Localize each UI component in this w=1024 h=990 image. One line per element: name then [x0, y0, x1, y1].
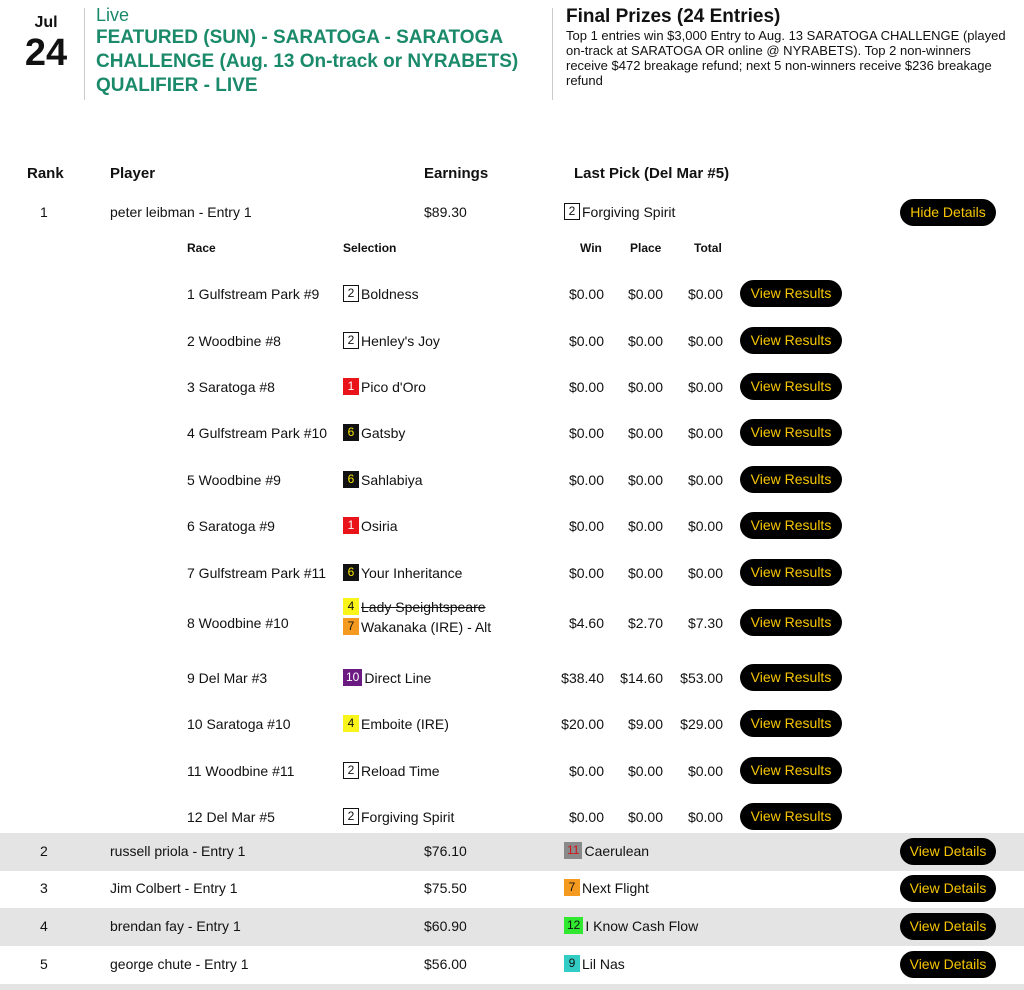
race-row: [0, 660, 1024, 690]
selection: [343, 424, 405, 441]
date-month: Jul: [34, 14, 58, 31]
leaderboard-row: [0, 870, 1024, 908]
selection: [343, 471, 423, 488]
place-amount: $0.00: [627, 565, 663, 581]
player-name: brendan fay - Entry 1: [110, 918, 241, 934]
hide-details-button[interactable]: Hide Details: [900, 199, 996, 226]
horse-name: Pico d'Oro: [361, 378, 426, 395]
selection-line: [343, 424, 405, 441]
race-row: [0, 508, 1024, 538]
win-amount: $0.00: [568, 809, 604, 825]
horse-name: Lady Speightspeare: [361, 598, 486, 615]
rank-value: 5: [40, 956, 48, 972]
place-amount: $0.00: [627, 333, 663, 349]
place-amount: $0.00: [627, 425, 663, 441]
view-details-button[interactable]: View Details: [900, 838, 996, 865]
post-position-badge: 2: [343, 285, 359, 302]
win-amount: $0.00: [568, 379, 604, 395]
race-row: [0, 369, 1024, 399]
post-position-badge: 1: [343, 378, 359, 395]
divider: [552, 8, 553, 100]
horse-name: Your Inheritance: [361, 564, 463, 581]
horse-name: Sahlabiya: [361, 471, 423, 488]
contest-title: FEATURED (SUN) - SARATOGA - SARATOGA CHALLENGE (Aug. 13 On-track or NYRABETS) QUALIFIER - LIVE: [96, 27, 519, 96]
race-name: 1 Gulfstream Park #9: [187, 286, 320, 302]
race-name: 2 Woodbine #8: [187, 333, 281, 349]
race-row: [0, 323, 1024, 353]
date-day: 24: [24, 32, 68, 74]
total-amount: $0.00: [687, 565, 723, 581]
race-name: 11 Woodbine #11: [187, 763, 295, 779]
race-name: 7 Gulfstream Park #11: [187, 565, 327, 581]
selection-line: [343, 669, 431, 686]
player-name: peter leibman - Entry 1: [110, 204, 252, 220]
view-details-button[interactable]: View Details: [900, 951, 996, 978]
selection-line: [343, 471, 423, 488]
earnings-value: $89.30: [424, 204, 467, 220]
col-last-pick-header: Last Pick (Del Mar #5): [574, 165, 730, 182]
sub-selection-header: Selection: [343, 241, 397, 255]
place-amount: $0.00: [627, 472, 663, 488]
horse-name: Forgiving Spirit: [582, 203, 676, 220]
place-amount: $0.00: [627, 518, 663, 534]
win-amount: $4.60: [568, 615, 604, 631]
selection-line: [343, 332, 440, 349]
divider: [84, 8, 85, 100]
total-amount: $0.00: [687, 809, 723, 825]
last-pick: [564, 842, 649, 859]
leaderboard-row: [0, 946, 1024, 984]
race-row: [0, 276, 1024, 306]
post-position-badge: 2: [343, 808, 359, 825]
race-name: 5 Woodbine #9: [187, 472, 281, 488]
selection: [343, 762, 440, 779]
selection-line: [343, 598, 491, 615]
post-position-badge: 6: [343, 564, 359, 581]
selection-line: [343, 517, 398, 534]
leaderboard-row-partial: [0, 984, 1024, 990]
view-results-button[interactable]: View Results: [740, 609, 842, 636]
view-results-button[interactable]: View Results: [740, 327, 842, 354]
total-amount: $0.00: [687, 472, 723, 488]
selection: [343, 715, 449, 732]
place-amount: $9.00: [627, 716, 663, 732]
earnings-value: $75.50: [424, 880, 467, 896]
player-name: russell priola - Entry 1: [110, 843, 246, 859]
race-name: 8 Woodbine #10: [187, 615, 289, 631]
selection-line: [343, 715, 449, 732]
sub-race-header: Race: [187, 241, 216, 255]
view-results-button[interactable]: View Results: [740, 757, 842, 784]
race-name: 10 Saratoga #10: [187, 716, 291, 732]
race-name: 12 Del Mar #5: [187, 809, 275, 825]
view-results-button[interactable]: View Results: [740, 419, 842, 446]
post-position-badge: 10: [343, 669, 362, 686]
race-name: 9 Del Mar #3: [187, 670, 268, 686]
leaderboard-row: [0, 908, 1024, 946]
selection: [343, 669, 431, 686]
place-amount: $0.00: [627, 763, 663, 779]
post-position-badge: 1: [343, 517, 359, 534]
post-position-badge: 2: [343, 762, 359, 779]
post-position-badge: 7: [564, 879, 580, 896]
place-amount: $0.00: [627, 286, 663, 302]
total-amount: $0.00: [687, 286, 723, 302]
selection-line: [343, 285, 419, 302]
leaderboard-row: [0, 194, 1024, 232]
selection: [343, 332, 440, 349]
win-amount: $0.00: [568, 333, 604, 349]
selection-line: [343, 618, 491, 635]
horse-name: Henley's Joy: [361, 332, 440, 349]
horse-name: Forgiving Spirit: [361, 808, 455, 825]
earnings-value: $60.90: [424, 918, 467, 934]
horse-name: Emboite (IRE): [361, 715, 449, 732]
view-details-button[interactable]: View Details: [900, 913, 996, 940]
post-position-badge: 2: [343, 332, 359, 349]
col-player-header: Player: [110, 165, 156, 182]
rank-value: 4: [40, 918, 48, 934]
total-amount: $0.00: [687, 425, 723, 441]
win-amount: $0.00: [568, 472, 604, 488]
total-amount: $7.30: [687, 615, 723, 631]
horse-name: Wakanaka (IRE) - Alt: [361, 618, 492, 635]
selection-line: [343, 378, 426, 395]
race-name: 3 Saratoga #8: [187, 379, 275, 395]
race-row: [0, 415, 1024, 445]
race-row: [0, 462, 1024, 492]
last-pick: [564, 879, 649, 896]
last-pick: [564, 955, 625, 972]
sub-win-header: Win: [580, 241, 602, 255]
horse-name: Osiria: [361, 517, 398, 534]
total-amount: $0.00: [687, 333, 723, 349]
selection-line: [343, 808, 454, 825]
race-row: [0, 555, 1024, 585]
view-results-button[interactable]: View Results: [740, 373, 842, 400]
horse-name: Gatsby: [361, 424, 406, 441]
contest-date: [14, 14, 78, 74]
last-pick: [564, 203, 675, 220]
total-amount: $0.00: [687, 379, 723, 395]
win-amount: $0.00: [568, 518, 604, 534]
sub-place-header: Place: [630, 241, 662, 255]
place-amount: $0.00: [627, 809, 663, 825]
event-info: [96, 4, 546, 98]
post-position-badge: 4: [343, 715, 359, 732]
win-amount: $0.00: [568, 286, 604, 302]
horse-name: Reload Time: [361, 762, 440, 779]
place-amount: $0.00: [627, 379, 663, 395]
horse-name: Lil Nas: [582, 955, 625, 972]
selection-line: [343, 762, 440, 779]
selection-line: [343, 564, 462, 581]
view-results-button[interactable]: View Results: [740, 710, 842, 737]
post-position-badge: 4: [343, 598, 359, 615]
contest-header: [0, 0, 1024, 110]
prizes-description: Top 1 entries win $3,000 Entry to Aug. 13 SARATOGA CHALLENGE (played on-track at SARATOGA OR online @ NYRABETS). Top 2 non-winners receive $472 breakage refund; next 5 non-winners receive $236 breakage refund: [566, 28, 1006, 88]
col-rank-header: Rank: [27, 165, 64, 182]
prizes-title: Final Prizes (24 Entries): [566, 6, 781, 27]
post-position-badge: 11: [564, 842, 582, 859]
prizes-info: [566, 6, 1016, 88]
rank-value: 2: [40, 843, 48, 859]
total-amount: $0.00: [687, 763, 723, 779]
win-amount: $0.00: [568, 425, 604, 441]
race-row: [0, 799, 1024, 829]
live-status: Live: [96, 5, 130, 25]
col-earnings-header: Earnings: [424, 165, 489, 182]
race-name: 4 Gulfstream Park #10: [187, 425, 328, 441]
race-row: [0, 753, 1024, 783]
earnings-value: $76.10: [424, 843, 467, 859]
view-results-button[interactable]: View Results: [740, 559, 842, 586]
place-amount: $2.70: [627, 615, 663, 631]
horse-name: I Know Cash Flow: [585, 917, 699, 934]
horse-name: Next Flight: [582, 879, 649, 896]
win-amount: $38.40: [561, 670, 604, 686]
post-position-badge: 2: [564, 203, 580, 220]
post-position-badge: 6: [343, 471, 359, 488]
post-position-badge: 7: [343, 618, 359, 635]
rank-value: 1: [40, 204, 48, 220]
horse-name: Caerulean: [584, 842, 650, 859]
view-results-button[interactable]: View Results: [740, 280, 842, 307]
view-results-button[interactable]: View Results: [740, 803, 842, 830]
post-position-badge: 9: [564, 955, 580, 972]
selection: [343, 808, 454, 825]
win-amount: $0.00: [568, 763, 604, 779]
selection: [343, 517, 398, 534]
player-name: george chute - Entry 1: [110, 956, 249, 972]
total-amount: $53.00: [680, 670, 723, 686]
selection: [343, 598, 491, 635]
race-name: 6 Saratoga #9: [187, 518, 275, 534]
view-results-button[interactable]: View Results: [740, 664, 842, 691]
last-pick: [564, 917, 698, 934]
view-results-button[interactable]: View Results: [740, 512, 842, 539]
rank-value: 3: [40, 880, 48, 896]
post-position-badge: 6: [343, 424, 359, 441]
place-amount: $14.60: [620, 670, 663, 686]
leaderboard-row: [0, 833, 1024, 871]
horse-name: Direct Line: [364, 669, 432, 686]
sub-total-header: Total: [694, 241, 722, 255]
horse-name: Boldness: [361, 285, 419, 302]
player-name: Jim Colbert - Entry 1: [110, 880, 238, 896]
win-amount: $20.00: [561, 716, 604, 732]
view-results-button[interactable]: View Results: [740, 466, 842, 493]
race-row: [0, 598, 1024, 638]
selection: [343, 564, 462, 581]
earnings-value: $56.00: [424, 956, 467, 972]
view-details-button[interactable]: View Details: [900, 875, 996, 902]
selection: [343, 378, 426, 395]
race-row: [0, 706, 1024, 736]
total-amount: $0.00: [687, 518, 723, 534]
win-amount: $0.00: [568, 565, 604, 581]
post-position-badge: 12: [564, 917, 583, 934]
total-amount: $29.00: [680, 716, 723, 732]
selection: [343, 285, 419, 302]
